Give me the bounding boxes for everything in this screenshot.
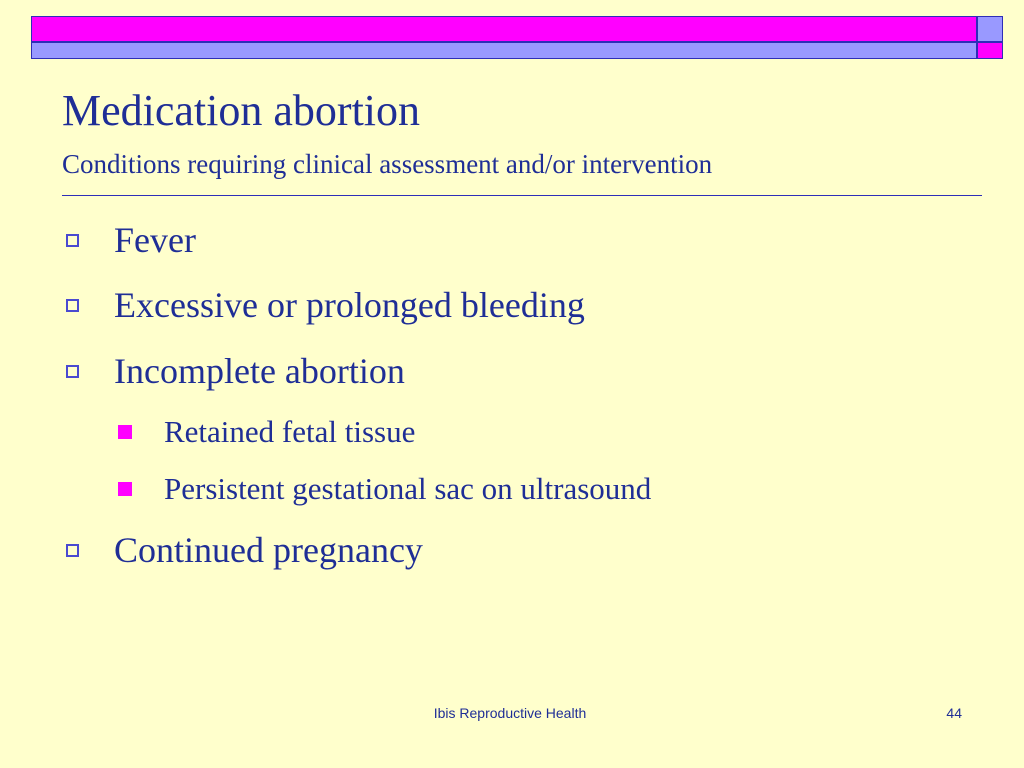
header-square-lavender (977, 16, 1003, 42)
page-number: 44 (946, 705, 962, 721)
bullet-text: Persistent gestational sac on ultrasound (164, 471, 652, 506)
hollow-square-bullet-icon (66, 544, 79, 557)
header-square-magenta (977, 42, 1003, 59)
hollow-square-bullet-icon (66, 365, 79, 378)
bullet-text: Incomplete abortion (114, 351, 405, 391)
bullet-text: Continued pregnancy (114, 530, 423, 570)
slide-subtitle: Conditions requiring clinical assessment and/or intervention (62, 149, 713, 179)
hollow-square-bullet-icon (66, 299, 79, 312)
bullet-text: Excessive or prolonged bleeding (114, 285, 585, 325)
header-bar-lavender (31, 42, 977, 59)
header-bar-magenta (31, 16, 977, 42)
hollow-square-bullet-icon (66, 234, 79, 247)
filled-square-bullet-icon (118, 425, 132, 439)
bullet-text: Fever (114, 220, 196, 260)
title-divider (62, 195, 982, 196)
filled-square-bullet-icon (118, 482, 132, 496)
slide-title: Medication abortion (62, 86, 421, 135)
bullet-text: Retained fetal tissue (164, 414, 416, 449)
footer-organization: Ibis Reproductive Health (433, 705, 587, 721)
